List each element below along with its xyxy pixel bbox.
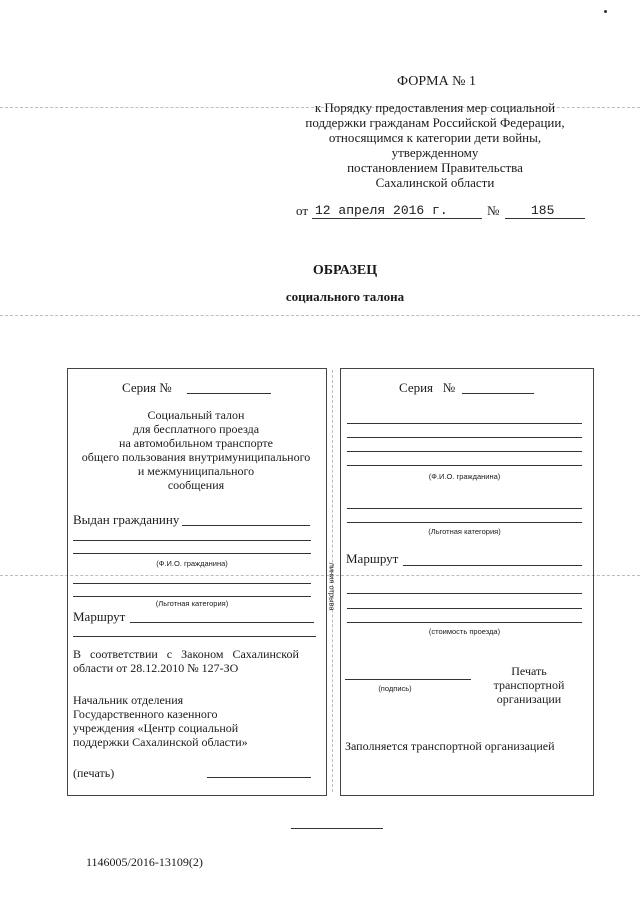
signature-caption: (подпись) (378, 684, 412, 693)
official-line: Государственного казенного (73, 707, 218, 721)
fill-line (73, 583, 311, 584)
fill-line (73, 596, 311, 597)
stamp-line: Печать (511, 664, 547, 678)
fill-line (130, 622, 314, 623)
left-route-label: Маршрут (73, 609, 126, 624)
date-prefix: от (296, 203, 309, 218)
left-category-caption: (Льготная категория) (155, 599, 229, 608)
coupon-title-line: для бесплатного проезда (132, 422, 260, 436)
fill-line (347, 465, 582, 466)
law-text-1: В соответствии с Законом Сахалинской (73, 647, 299, 661)
fill-line (347, 423, 582, 424)
law-text-2: области от 28.12.2010 № 127-ЗО (73, 661, 239, 675)
coupon-title-line: и межмуниципального (137, 464, 255, 478)
sample-subtitle: социального талона (285, 289, 405, 304)
fill-line (347, 437, 582, 438)
date-value: 12 апреля 2016 г. (315, 203, 448, 218)
right-series-line (462, 393, 534, 394)
number-underline (505, 218, 585, 219)
right-fio-caption: (Ф.И.О. гражданина) (428, 472, 501, 481)
sample-title: ОБРАЗЕЦ (312, 263, 378, 278)
date-underline (312, 218, 482, 219)
fill-line (347, 593, 582, 594)
coupon-title-line: общего пользования внутримуниципального (81, 450, 311, 464)
number-prefix: № (487, 203, 500, 218)
fill-line (347, 608, 582, 609)
stamp-line: транспортной (493, 678, 565, 692)
number-value: 185 (531, 203, 555, 218)
approval-line: относящимся к категории дети войны, (328, 130, 542, 145)
approval-line: к Порядку предоставления мер социальной (314, 100, 556, 115)
fill-line (73, 636, 316, 637)
approval-line: поддержки гражданам Российской Федерации, (305, 115, 565, 130)
signature-line (207, 777, 311, 778)
fill-line (73, 553, 311, 554)
issued-to-label: Выдан гражданину (73, 512, 180, 527)
fill-line (347, 508, 582, 509)
coupon-title-line: сообщения (167, 478, 225, 492)
cut-line-label: линия отрыва (327, 562, 337, 611)
right-series-label: Серия № (399, 380, 456, 395)
approval-line: постановлением Правительства (347, 160, 523, 175)
approval-block (262, 100, 608, 190)
fill-line (347, 522, 582, 523)
document-code: 1146005/2016-13109(2) (86, 855, 203, 869)
fill-line (347, 622, 582, 623)
left-series-label: Серия № (122, 380, 172, 395)
left-fio-caption: (Ф.И.О. гражданина) (156, 559, 228, 568)
coupon-title-line: Социальный талон (147, 408, 245, 422)
stamp-line: организации (496, 692, 562, 706)
fill-line (73, 540, 311, 541)
fill-line (182, 525, 310, 526)
signature-line (345, 679, 471, 680)
left-coupon-title (68, 408, 324, 492)
right-category-caption: (Льготная категория) (428, 527, 501, 536)
right-route-label: Маршрут (346, 551, 399, 566)
approval-line: утвержденному (391, 145, 479, 160)
fill-line (347, 451, 582, 452)
fill-line (403, 565, 582, 566)
form-title: ФОРМА № 1 (397, 74, 477, 89)
scan-artifact (0, 315, 640, 316)
left-stamp-label: (печать) (73, 766, 115, 780)
approval-line: Сахалинской области (375, 175, 495, 190)
footer-note: Заполняется транспортной организацией (345, 739, 555, 753)
transport-stamp (472, 664, 586, 706)
separator-line (291, 828, 383, 829)
right-coupon (340, 368, 594, 796)
official-line: учреждения «Центр социальной (73, 721, 239, 735)
scan-speck (604, 10, 607, 13)
cost-caption: (стоимость проезда) (428, 627, 501, 636)
official-line: поддержки Сахалинской области» (73, 735, 248, 749)
official-line: Начальник отделения (73, 693, 184, 707)
official-block (73, 693, 248, 749)
coupon-title-line: на автомобильном транспорте (119, 436, 273, 450)
left-series-line (187, 393, 271, 394)
